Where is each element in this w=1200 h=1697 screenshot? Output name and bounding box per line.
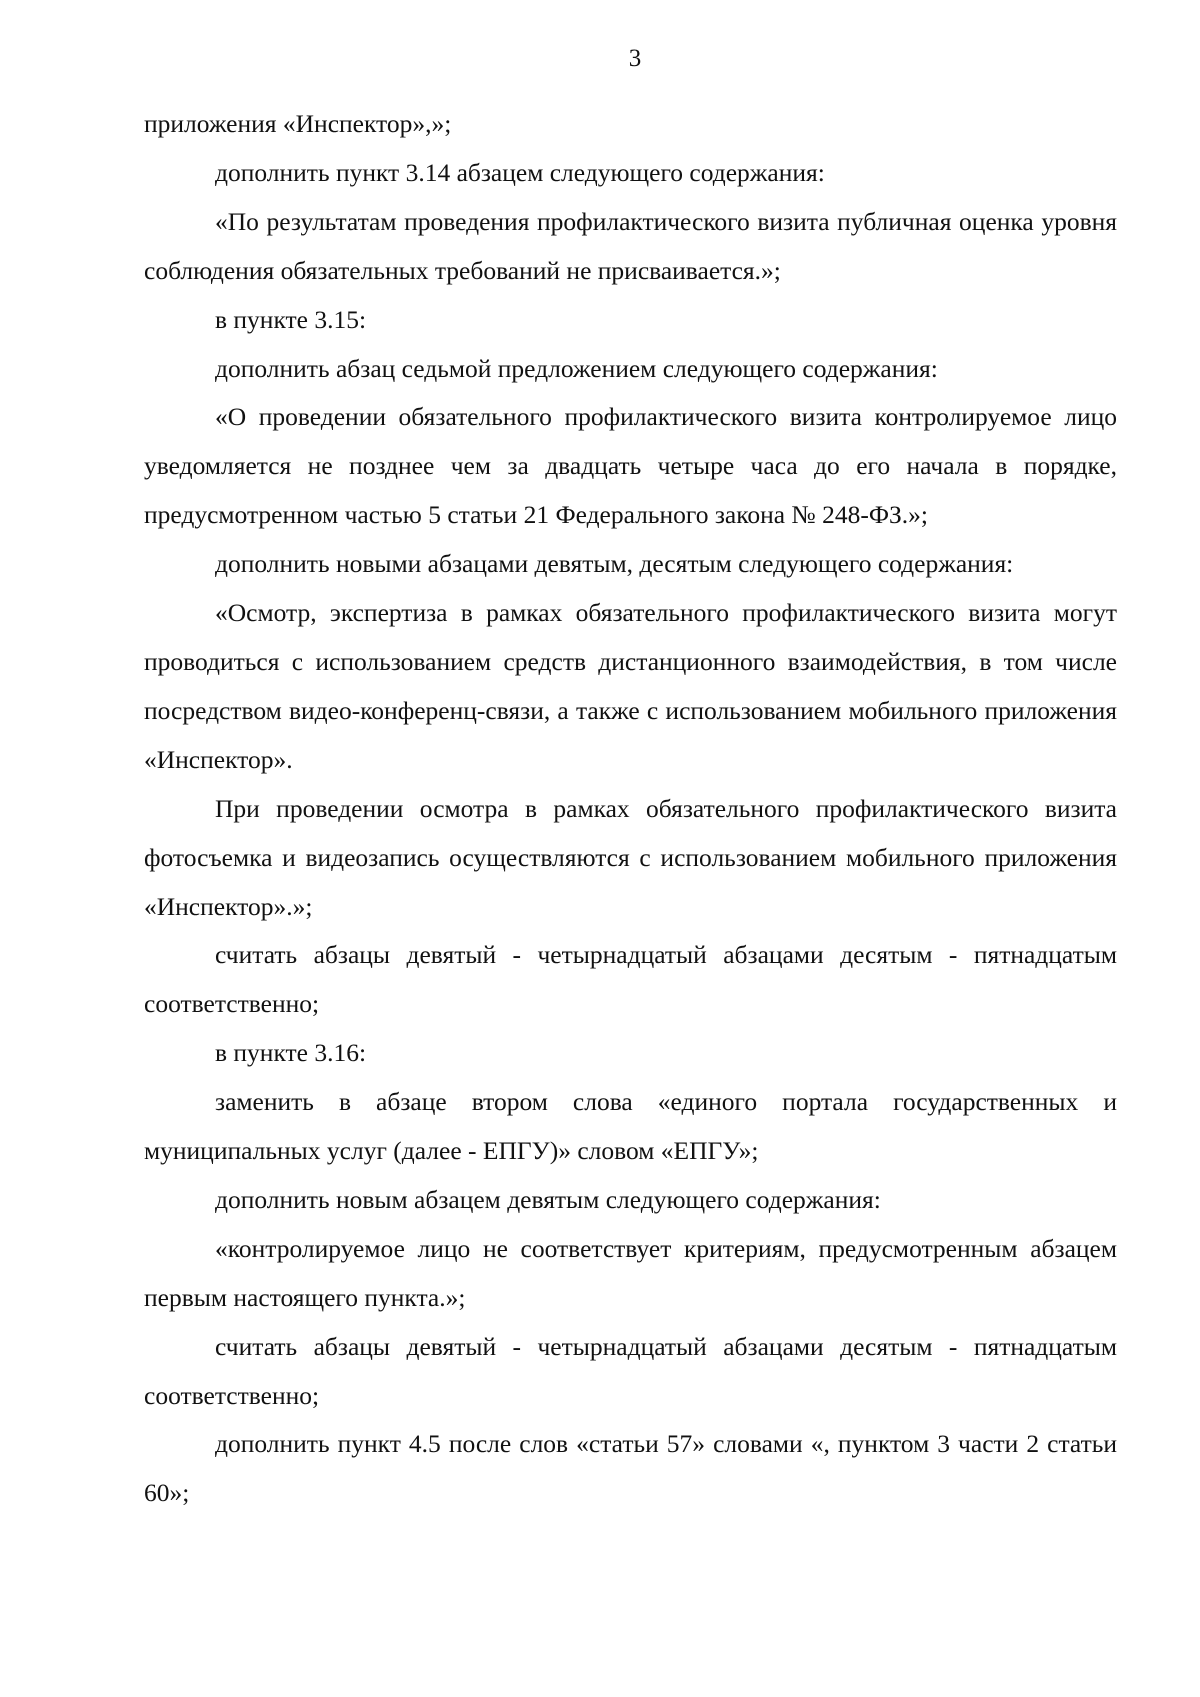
paragraph: в пункте 3.16: [215, 1038, 367, 1068]
paragraph: в пункте 3.15: [215, 304, 367, 334]
document-body [144, 100, 1117, 1518]
paragraph: приложения «Инспектор»,»; [144, 109, 452, 138]
paragraph: При проведении осмотра в рамках обязательного профилактического визита фотосъемка и видеозапись осуществляются с использованием мобильного приложения «Инспектор».»; [144, 793, 1117, 921]
paragraph: дополнить новыми абзацами девятым, десятым следующего содержания: [215, 549, 1014, 579]
page-number: 3 [628, 45, 642, 72]
paragraph: «По результатам проведения профилактического визита публичная оценка уровня соблюдения обязательных требований не присваивается.»; [144, 206, 1117, 285]
paragraph: «контролируемое лицо не соответствует критериям, предусмотренным абзацем первым настоящего пункта.»; [144, 1233, 1117, 1312]
paragraph: дополнить пункт 4.5 после слов «статьи 57» словами «, пунктом 3 части 2 статьи 60»; [144, 1429, 1117, 1508]
paragraph: дополнить новым абзацем девятым следующего содержания: [215, 1184, 881, 1214]
paragraph: дополнить пункт 3.14 абзацем следующего содержания: [215, 157, 825, 187]
paragraph: «О проведении обязательного профилактического визита контролируемое лицо уведомляется не позднее чем за двадцать четыре часа до его начала в порядке, предусмотренном частью 5 статьи 21 Федерального закона № 248-ФЗ.»; [144, 402, 1117, 530]
paragraph: «Осмотр, экспертиза в рамках обязательного профилактического визита могут проводиться с использованием средств дистанционного взаимодействия, в том числе посредством видео-конференц-связи, а также с использованием мобильного приложения «Инспектор». [144, 598, 1117, 774]
paragraph: заменить в абзаце втором слова «единого портала государственных и муниципальных услуг (далее - ЕПГУ)» словом «ЕПГУ»; [144, 1087, 1117, 1166]
paragraph: дополнить абзац седьмой предложением следующего содержания: [215, 353, 938, 383]
paragraph: считать абзацы девятый - четырнадцатый абзацами десятым - пятнадцатым соответственно; [144, 940, 1117, 1019]
paragraph: считать абзацы девятый - четырнадцатый абзацами десятым - пятнадцатым соответственно; [144, 1331, 1117, 1410]
